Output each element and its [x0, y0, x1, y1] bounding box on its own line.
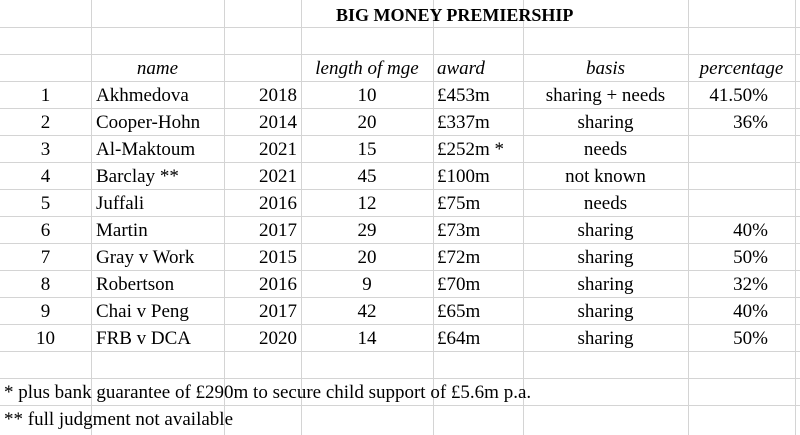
cell-percentage: 40% — [733, 301, 768, 322]
cell-length: 9 — [362, 274, 372, 295]
cell-basis: sharing — [577, 274, 634, 295]
cell-name: Martin — [96, 220, 148, 241]
cell-award: £100m — [437, 166, 490, 187]
cell-rank: 3 — [40, 139, 51, 160]
cell-basis: needs — [583, 193, 628, 214]
cell-year: 2018 — [259, 85, 297, 106]
cell-basis: not known — [565, 166, 646, 187]
cell-percentage: 50% — [733, 247, 768, 268]
cell-year: 2016 — [259, 193, 297, 214]
cell-rank: 4 — [40, 166, 51, 187]
cell-basis: sharing — [577, 301, 634, 322]
cell-award: £64m — [437, 328, 481, 349]
cell-rank: 2 — [40, 112, 51, 133]
cell-year: 2017 — [259, 220, 297, 241]
cell-year: 2021 — [259, 166, 297, 187]
cell-basis: sharing — [577, 328, 634, 349]
cell-name: Gray v Work — [96, 247, 195, 268]
cell-rank: 10 — [36, 328, 55, 349]
footnote: ** full judgment not available — [4, 409, 234, 430]
cell-percentage: 50% — [733, 328, 768, 349]
cell-length: 20 — [357, 247, 377, 268]
cell-rank: 9 — [40, 301, 51, 322]
cell-length: 29 — [357, 220, 377, 241]
cell-length: 45 — [357, 166, 377, 187]
cell-award: £252m * — [437, 139, 505, 160]
cell-length: 12 — [357, 193, 377, 214]
cell-award: £453m — [437, 85, 490, 106]
cell-name: Akhmedova — [96, 85, 189, 106]
cell-length: 10 — [357, 85, 377, 106]
cell-award: £72m — [437, 247, 481, 268]
cell-year: 2016 — [259, 274, 297, 295]
cell-year: 2014 — [259, 112, 297, 133]
cell-award: £65m — [437, 301, 481, 322]
cell-basis: sharing — [577, 112, 634, 133]
cell-percentage: 36% — [733, 112, 768, 133]
grid-line — [795, 0, 796, 435]
cell-rank: 1 — [40, 85, 51, 106]
header-basis: basis — [585, 58, 626, 79]
cell-basis: sharing + needs — [545, 85, 666, 106]
cell-rank: 8 — [40, 274, 51, 295]
cell-year: 2017 — [259, 301, 297, 322]
cell-year: 2015 — [259, 247, 297, 268]
page-title: BIG MONEY PREMIERSHIP — [336, 5, 574, 25]
cell-name: Barclay ** — [96, 166, 179, 187]
cell-basis: sharing — [577, 247, 634, 268]
cell-name: Robertson — [96, 274, 175, 295]
header-percentage: percentage — [699, 58, 784, 79]
cell-length: 14 — [357, 328, 377, 349]
cell-year: 2020 — [259, 328, 297, 349]
header-name: name — [136, 58, 179, 79]
cell-percentage: 40% — [733, 220, 768, 241]
cell-percentage — [688, 136, 768, 163]
cell-award: £337m — [437, 112, 490, 133]
header-award: award — [437, 58, 485, 79]
cell-rank: 6 — [40, 220, 51, 241]
cell-length: 20 — [357, 112, 377, 133]
footnote: * plus bank guarantee of £290m to secure child support of £5.6m p.a. — [4, 382, 532, 403]
cell-name: Chai v Peng — [96, 301, 189, 322]
cell-basis: needs — [583, 139, 628, 160]
cell-award: £70m — [437, 274, 481, 295]
cell-rank: 7 — [40, 247, 51, 268]
cell-percentage: 41.50% — [709, 85, 768, 106]
cell-percentage — [688, 190, 768, 217]
header-length: length of mge — [315, 58, 419, 79]
grid-line — [433, 0, 434, 435]
cell-rank: 5 — [40, 193, 51, 214]
cell-percentage: 32% — [733, 274, 768, 295]
cell-year: 2021 — [259, 139, 297, 160]
cell-basis: sharing — [577, 220, 634, 241]
cell-name: Cooper-Hohn — [96, 112, 201, 133]
cell-award: £75m — [437, 193, 481, 214]
cell-name: Al-Maktoum — [96, 139, 196, 160]
cell-name: FRB v DCA — [96, 328, 192, 349]
cell-name: Juffali — [96, 193, 145, 214]
cell-length: 15 — [357, 139, 377, 160]
cell-length: 42 — [357, 301, 377, 322]
cell-award: £73m — [437, 220, 481, 241]
cell-percentage — [688, 163, 768, 190]
